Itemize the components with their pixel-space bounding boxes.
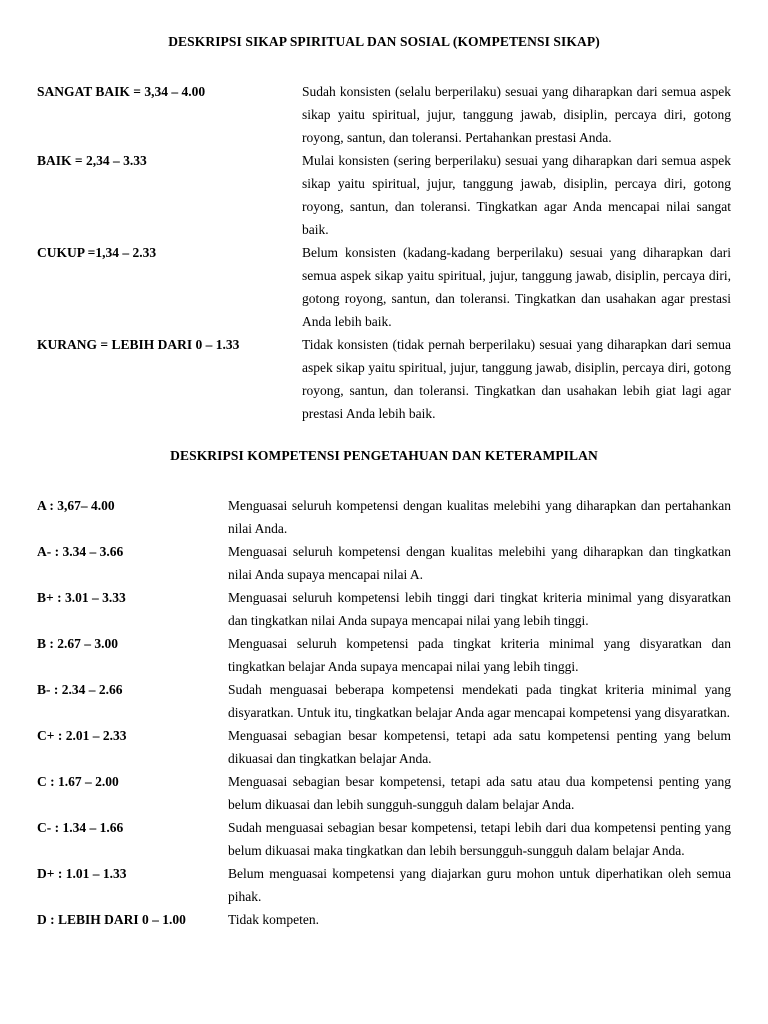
pengetahuan-row-b-minus xyxy=(37,678,731,724)
grade-description: Menguasai sebagian besar kompetensi, tetapi ada satu atau dua kompetensi penting yang belum dikuasai dan lebih sungguh-sungguh dalam belajar Anda. xyxy=(228,774,731,812)
pengetahuan-row-b xyxy=(37,632,731,678)
pengetahuan-row-d xyxy=(37,908,731,931)
grade-label: KURANG = LEBIH DARI 0 – 1.33 xyxy=(37,337,240,352)
pengetahuan-row-c-plus xyxy=(37,724,731,770)
grade-description: Sudah menguasai sebagian besar kompetensi, tetapi lebih dari dua kompetensi penting yang belum dikuasai maka tingkatkan dan lebih bersungguh-sungguh dalam belajar Anda. xyxy=(228,820,731,858)
grade-label: D+ : 1.01 – 1.33 xyxy=(37,866,127,881)
sikap-row-baik xyxy=(37,149,731,241)
grade-description: Menguasai sebagian besar kompetensi, tetapi ada satu kompetensi penting yang belum dikuasai dan tingkatkan belajar Anda. xyxy=(228,728,731,766)
sikap-heading: DESKRIPSI SIKAP SPIRITUAL DAN SOSIAL (KOMPETENSI SIKAP) xyxy=(168,34,600,49)
pengetahuan-row-d-plus xyxy=(37,862,731,908)
sikap-row-cukup xyxy=(37,241,731,333)
grade-description: Tidak kompeten. xyxy=(228,912,319,927)
grade-label: SANGAT BAIK = 3,34 – 4.00 xyxy=(37,84,206,99)
grade-label: C+ : 2.01 – 2.33 xyxy=(37,728,127,743)
grade-description: Tidak konsisten (tidak pernah berperilaku) sesuai yang diharapkan dari semua aspek sikap yaitu spiritual, jujur, tanggung jawab, disiplin, percaya diri, gotong royong, santun, dan toleransi. Tingkatkan dan usahakan lebih giat lagi agar prestasi Anda lebih baik. xyxy=(302,337,731,421)
grade-description: Sudah konsisten (selalu berperilaku) sesuai yang diharapkan dari semua aspek sikap yaitu spiritual, jujur, tanggung jawab, disiplin, percaya diri, gotong royong, santun, dan toleransi. Pertahankan prestasi Anda. xyxy=(302,84,731,145)
pengetahuan-row-c xyxy=(37,770,731,816)
pengetahuan-row-b-plus xyxy=(37,586,731,632)
grade-description: Belum menguasai kompetensi yang diajarkan guru mohon untuk diperhatikan oleh semua pihak. xyxy=(228,866,731,904)
grade-description: Sudah menguasai beberapa kompetensi mendekati pada tingkat kriteria minimal yang disyaratkan. Untuk itu, tingkatkan belajar Anda agar mencapai kompetensi yang disyaratkan. xyxy=(228,682,731,720)
pengetahuan-row-a xyxy=(37,494,731,540)
grade-label: B- : 2.34 – 2.66 xyxy=(37,682,123,697)
grade-label: A : 3,67– 4.00 xyxy=(37,498,115,513)
grade-description: Menguasai seluruh kompetensi lebih tinggi dari tingkat kriteria minimal yang disyaratkan dan tingkatkan nilai Anda supaya mencapai nilai yang lebih tinggi. xyxy=(228,590,731,628)
sikap-row-kurang xyxy=(37,333,731,425)
grade-description: Menguasai seluruh kompetensi dengan kualitas melebihi yang diharapkan dan pertahankan nilai Anda. xyxy=(228,498,731,536)
grade-label: C : 1.67 – 2.00 xyxy=(37,774,119,789)
sikap-description-list xyxy=(37,80,731,425)
grade-description: Menguasai seluruh kompetensi dengan kualitas melebihi yang diharapkan dan tingkatkan nilai Anda supaya mencapai nilai A. xyxy=(228,544,731,582)
grade-label: B+ : 3.01 – 3.33 xyxy=(37,590,126,605)
pengetahuan-heading: DESKRIPSI KOMPETENSI PENGETAHUAN DAN KETERAMPILAN xyxy=(170,448,598,463)
grade-description: Mulai konsisten (sering berperilaku) sesuai yang diharapkan dari semua aspek sikap yaitu spiritual, jujur, tanggung jawab, disiplin, percaya diri, gotong royong, santun, dan toleransi. Tingkatkan agar Anda mencapai nilai sangat baik. xyxy=(302,153,731,237)
pengetahuan-description-list xyxy=(37,494,731,931)
grade-label: BAIK = 2,34 – 3.33 xyxy=(37,153,147,168)
grade-description: Menguasai seluruh kompetensi pada tingkat kriteria minimal yang disyaratkan dan tingkatkan belajar Anda supaya mencapai nilai yang lebih tinggi. xyxy=(228,636,731,674)
grade-description: Belum konsisten (kadang-kadang berperilaku) sesuai yang diharapkan dari semua aspek sikap yaitu spiritual, jujur, tanggung jawab, disiplin, percaya diri, gotong royong, santun, dan toleransi. Tingkatkan dan usahakan agar prestasi Anda lebih baik. xyxy=(302,245,731,329)
pengetahuan-row-c-minus xyxy=(37,816,731,862)
grade-label: B : 2.67 – 3.00 xyxy=(37,636,118,651)
grade-label: D : LEBIH DARI 0 – 1.00 xyxy=(37,912,186,927)
grade-label: CUKUP =1,34 – 2.33 xyxy=(37,245,157,260)
grade-label: A- : 3.34 – 3.66 xyxy=(37,544,124,559)
pengetahuan-row-a-minus xyxy=(37,540,731,586)
grade-label: C- : 1.34 – 1.66 xyxy=(37,820,124,835)
sikap-row-sangat-baik xyxy=(37,80,731,149)
